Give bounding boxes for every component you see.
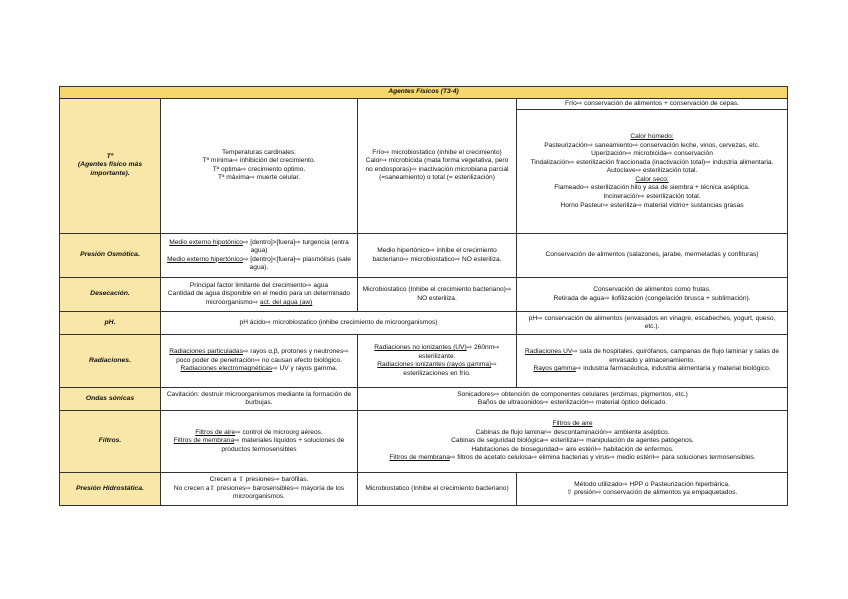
- radiaciones-aplicacion-cell: [517, 335, 788, 388]
- calor-seco-heading: Calor seco:: [635, 175, 669, 183]
- filtros-aire-label: Filtros de aire: [195, 428, 236, 436]
- filtros-acetato-text: ⇨ filtros de acetato celulosa⇨ elimina bacterias y virus⇨ medio estéril⇨ para soluciones termosensibles.: [449, 454, 756, 462]
- row-label-radiaciones: Radiaciones.: [60, 335, 161, 388]
- conservacion-frutas-text: Conservación de alimentos como frutas.: [593, 286, 711, 294]
- barosensibles-text: No crecen a⇧ presiones⇨ barosensibles⇨ mayoría de los microorganismos.: [173, 484, 345, 501]
- medio-hipotonico-text: ⇨ [dentro]>[fuera]⇨ turgencia (entra agua): [242, 238, 349, 255]
- tindalizacion-text: Tindalización⇨ esterilización fraccionada (inactivación total)⇨ industria alimentaria.: [530, 158, 774, 166]
- row-label-ondas-sonicas: Ondas sónicas: [60, 388, 161, 411]
- desecacion-factor-cell: [161, 278, 358, 312]
- filtros-aire-heading: Filtros de aire: [552, 420, 593, 428]
- presion-conservacion-text: ⇧ presión⇨ conservación de alimentos ya empaquetados.: [566, 489, 738, 497]
- radiaciones-tipos-cell: [161, 335, 358, 388]
- rad-electromagneticas-text: ⇨ UV y rayos gamma.: [272, 365, 338, 373]
- medio-hipertonico-text: ⇨ [dentro]<[fuera]⇨ plasmólisis (sale agua).: [242, 255, 351, 272]
- banos-ultrasonidos-text: Baños de ultrasonidos⇨ esterilización⇨ material óptico delicado.: [477, 399, 668, 407]
- frio-aplicacion-cell: Frío⇨ conservación de alimentos + conservación de cepas.: [517, 98, 788, 110]
- pasteurizacion-text: Pasteurización⇨ saneamiento⇨ conservación leche, vinos, cervezas, etc.: [544, 141, 760, 149]
- temp-maxima-text: Tª máxima⇨ muerte celular.: [218, 174, 300, 182]
- incineracion-text: Incineración⇨ esterilización total.: [603, 193, 701, 201]
- rayos-gamma-label: Rayos gamma: [533, 365, 576, 373]
- barofilas-text: Crecen a ⇧ presiones⇨ barófilas.: [209, 476, 309, 484]
- temp-optima-text: Tª optima⇨ crecimiento optimo.: [212, 165, 306, 173]
- rad-ionizantes-label: Radiaciones ionizantes (rayos gamma): [377, 361, 492, 369]
- medio-hipotonico-label: Medio externo hipotónico: [169, 238, 243, 246]
- temp-cardinales-cell: [161, 98, 358, 234]
- cantidad-agua-text: Cantidad de agua disponible en el medio para un determinado microorganismo⇨: [167, 290, 351, 306]
- rad-uv-text: ⇨ sala de hospitales, quirófanos, campanas de flujo laminar y salas de envasado y almacenamiento.: [572, 348, 780, 364]
- filtros-aire-text: ⇨ control de microorg aéreos.: [235, 428, 323, 436]
- hidrostatica-efecto-cell: Microbiostatico (Inhibe el crecimiento bacteriano): [358, 473, 517, 506]
- row-label-presion-hidrostatica: Presión Hidrostática.: [60, 473, 161, 506]
- sonicadores-text: Sonicadores⇨ obtención de componentes celulares (enzimas, pigmentos, etc.): [457, 390, 688, 398]
- rad-ionizantes-text: ⇨ esterilizaciones en frío.: [403, 361, 497, 377]
- calor-aplicaciones-cell: [517, 110, 788, 234]
- rad-no-ionizantes-text: ⇨ 260nm⇨ esterilizante.: [418, 344, 500, 360]
- cavitacion-cell: Cavitación: destruir microorganismos mediante la formación de burbujas.: [161, 388, 358, 411]
- osmotica-aplicacion-cell: Conservación de alimentos (salazones, jarabe, mermeladas y confituras): [517, 234, 788, 278]
- uperizacion-text: Uperización⇨ microbicida⇨ conservación: [591, 150, 713, 158]
- rad-uv-label: Radiaciones UV: [525, 348, 573, 356]
- row-label-temperatura: Tª (Agentes físico más importante).: [60, 98, 161, 234]
- row-label-filtros: Filtros.: [60, 411, 161, 473]
- osmotica-efecto-cell: Medio hipertónico⇨ inhibe el crecimiento bacteriano⇨ microbiostatico⇨ NO esteriliza.: [358, 234, 517, 278]
- calor-efecto-text: Calor⇨ microbicida (mata forma vegetativa, pero no endosporas)⇨ inactivación microbiana parcial (=saneamiento) o total (= esterilización): [365, 157, 509, 182]
- desecacion-aplicacion-cell: [517, 278, 788, 312]
- hidrostatica-aplicacion-cell: [517, 473, 788, 506]
- habitaciones-bioseguridad-text: Habitaciones de bioseguridad⇨ aire estéril⇨ habitación de enfermos.: [471, 445, 674, 453]
- filtros-membrana-label: Filtros de membrana: [173, 437, 235, 445]
- table-title: Agentes Físicos (T3-4): [60, 87, 788, 99]
- hpp-text: Método utilizado⇨ HPP o Pasteurización hiperbárica.: [574, 480, 730, 488]
- horno-pasteur-text: Horno Pasteur⇨ esteriliza⇨ material vídrio+ sustancias grasas: [560, 201, 744, 209]
- hidrostatica-tipos-cell: [161, 473, 358, 506]
- actividad-agua-label: act. del agua (aw): [259, 298, 313, 306]
- row-label-desecacion: Desecación.: [60, 278, 161, 312]
- calor-humedo-heading: Calor húmedo:: [630, 133, 674, 141]
- desecacion-efecto-cell: Microbiostatico (Inhibe el crecimiento bacteriano)⇨ NO esteriliza.: [358, 278, 517, 312]
- filtros-membrana-text: ⇨ materiales líquidos + soluciones de productos termosensibles: [221, 437, 345, 453]
- rad-no-ionizantes-label: Radiaciones no ionizantes (UV): [374, 344, 467, 351]
- flameado-text: Flameado⇨ esterilización hilo y asa de siembra + técnica aséptica.: [554, 184, 750, 192]
- rad-particuladas-label: Radiaciones particuladas: [169, 348, 243, 356]
- ondas-aplicacion-cell: [358, 388, 788, 411]
- row-label-ph: pH.: [60, 312, 161, 335]
- filtros-tipos-cell: [161, 411, 358, 473]
- liofilizacion-text: Retirada de agua⇨ liofilización (congelación brusca + sublimación).: [553, 294, 751, 302]
- temp-cardinales-heading: Temperaturas cardinales:: [221, 148, 297, 156]
- rad-electromagneticas-label: Radiaciones electromagnéticas: [180, 365, 273, 373]
- ph-aplicacion-cell: pH⇨ conservación de alimentos (envasados en vinagre, escabeches, yogurt, queso, etc.).: [517, 312, 788, 335]
- osmotica-medios-cell: [161, 234, 358, 278]
- filtros-membrana-heading: Filtros de membrana: [389, 454, 450, 462]
- frio-efecto-text: Frío⇨ microbiostatico (inhibe el crecimiento): [372, 148, 502, 156]
- ph-efecto-cell: pH ácido⇨ microbiostatico (inhibe crecimiento de microorganismos): [161, 312, 517, 335]
- temp-minima-text: Tª mínima⇨ inhibición del crecimiento.: [202, 157, 316, 165]
- medio-hipertonico-label: Medio externo hipertónico: [167, 255, 243, 263]
- row-label-presion-osmotica: Presión Osmótica.: [60, 234, 161, 278]
- radiaciones-efecto-cell: [358, 335, 517, 388]
- rad-particuladas-text: ⇨ rayos α,β, protones y neutrones⇨ poco poder de penetración⇨ no causan efecto biológico.: [176, 348, 349, 364]
- filtros-aplicacion-cell: [358, 411, 788, 473]
- cabinas-flujo-text: Cabinas de flujo laminar⇨ descontaminación⇨ ambiente aséptico.: [475, 428, 670, 436]
- autoclave-text: Autoclave⇨ esterilización total.: [606, 167, 698, 175]
- temp-efectos-cell: [358, 98, 517, 234]
- agentes-fisicos-table: [59, 86, 788, 506]
- factor-limitante-text: Principal factor limitante del crecimiento⇨ agua: [189, 281, 329, 289]
- cabinas-seguridad-text: Cabinas de seguridad biológica⇨ esterilizar⇨ manipulación de agentes patógenos.: [451, 437, 694, 445]
- rayos-gamma-text: ⇨ industria farmacéutica, industria alimentaria y material biológico.: [575, 365, 771, 373]
